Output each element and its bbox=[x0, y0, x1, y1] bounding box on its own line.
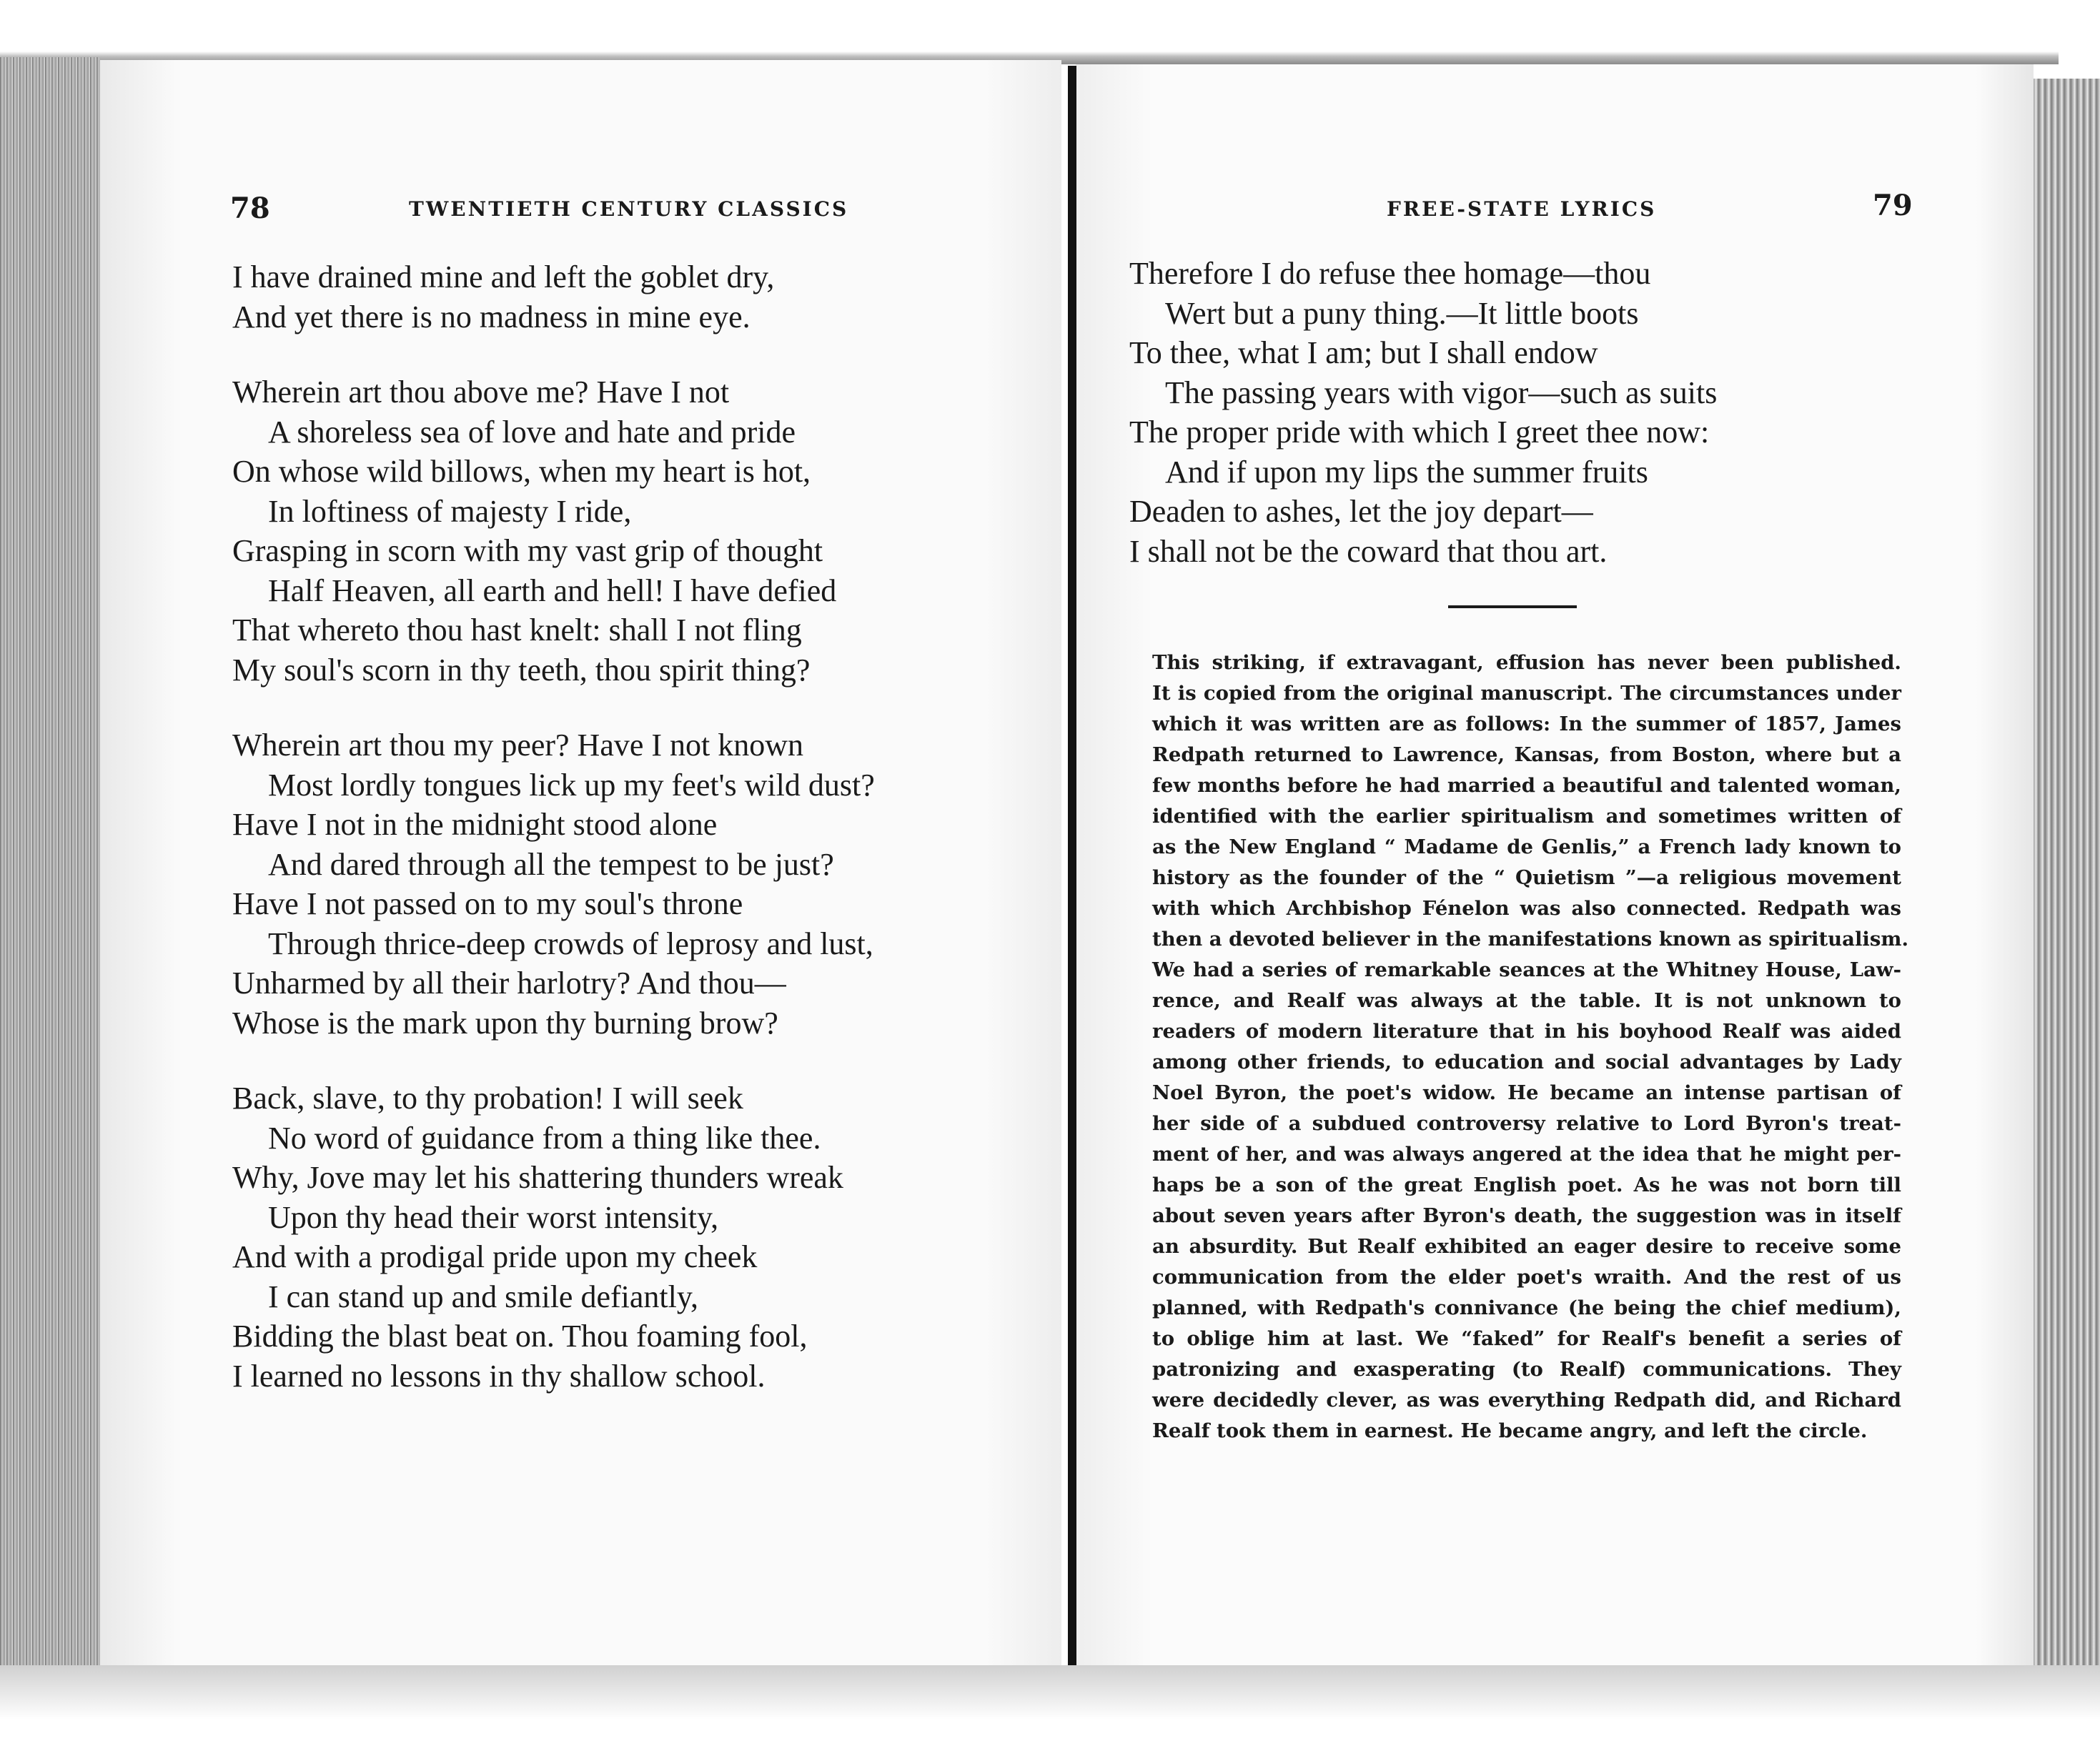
poem-line: Therefore I do refuse thee homage—thou bbox=[1129, 256, 1651, 291]
note-line: were decidedly clever, as was everything Redpath did, and Richard bbox=[1152, 1389, 1901, 1412]
poem-line: Bidding the blast beat on. Thou foaming fool, bbox=[232, 1319, 808, 1354]
note-line: history as the founder of the “ Quietism ”—a religious movement bbox=[1152, 866, 1901, 889]
right-running-title: FREE-STATE LYRICS bbox=[1387, 197, 1657, 221]
poem-line: In loftiness of majesty I ride, bbox=[268, 493, 632, 529]
poem-line: And yet there is no madness in mine eye. bbox=[232, 299, 751, 334]
note-line: an absurdity. But Realf exhibited an eager desire to receive some bbox=[1152, 1235, 1901, 1258]
poem-line: I have drained mine and left the goblet dry, bbox=[232, 259, 775, 294]
note-line: which it was written are as follows: In the summer of 1857, James bbox=[1152, 713, 1901, 735]
note-line: This striking, if extravagant, effusion has never been published. bbox=[1152, 651, 1901, 674]
note-line: rence, and Realf was always at the table. It is not unknown to bbox=[1152, 989, 1901, 1012]
stanza bbox=[1129, 254, 1717, 571]
note-line: among other friends, to education and social advantages by Lady bbox=[1152, 1051, 1901, 1073]
poem-line: On whose wild billows, when my heart is hot, bbox=[232, 454, 811, 489]
stanza bbox=[232, 372, 875, 690]
scan-bottom-margin bbox=[0, 1665, 2100, 1756]
poem-line: Most lordly tongues lick up my feet's wild dust? bbox=[268, 767, 875, 803]
note-line: identified with the earlier spiritualism and sometimes written of bbox=[1152, 805, 1901, 828]
poem-line: Grasping in scorn with my vast grip of thought bbox=[232, 533, 823, 568]
note-line: It is copied from the original manuscript. The circumstances under bbox=[1152, 682, 1901, 705]
stanza-gap bbox=[232, 1043, 875, 1078]
editorial-note bbox=[1152, 648, 1909, 1447]
poem-line: Through thrice-deep crowds of leprosy and lust, bbox=[268, 926, 873, 961]
poem-line: I can stand up and smile defiantly, bbox=[268, 1279, 698, 1314]
poem-line: The proper pride with which I greet thee now: bbox=[1129, 415, 1710, 450]
note-line: ment of her, and was always angered at the idea that he might per- bbox=[1152, 1143, 1901, 1166]
note-line: communication from the elder poet's wraith. And the rest of us bbox=[1152, 1266, 1901, 1289]
note-line: then a devoted believer in the manifestations known as spiritualism. bbox=[1152, 928, 1909, 951]
stanza-gap bbox=[232, 690, 875, 725]
stanza-gap bbox=[232, 337, 875, 372]
note-line: haps be a son of the great English poet. As he was not born till bbox=[1152, 1174, 1901, 1196]
poem-line: Have I not in the midnight stood alone bbox=[232, 807, 718, 842]
note-line: Realf took them in earnest. He became angry, and left the circle. bbox=[1152, 1419, 1868, 1442]
note-line: Redpath returned to Lawrence, Kansas, from Boston, where but a bbox=[1152, 743, 1901, 766]
poem-line: I learned no lessons in thy shallow school. bbox=[232, 1358, 766, 1394]
note-line: patronizing and exasperating (to Realf) communications. They bbox=[1152, 1358, 1901, 1381]
stanza bbox=[232, 725, 875, 1043]
note-line: her side of a subdued controversy relative to Lord Byron's treat- bbox=[1152, 1112, 1901, 1135]
right-poem bbox=[1129, 254, 1717, 571]
poem-line: Why, Jove may let his shattering thunders wreak bbox=[232, 1160, 843, 1195]
note-line: readers of modern literature that in his boyhood Realf was aided bbox=[1152, 1020, 1901, 1043]
poem-line: Whose is the mark upon thy burning brow? bbox=[232, 1005, 778, 1041]
poem-line: To thee, what I am; but I shall endow bbox=[1129, 335, 1598, 370]
poem-line: That whereto thou hast knelt: shall I not fling bbox=[232, 612, 802, 648]
poem-line: No word of guidance from a thing like thee. bbox=[268, 1120, 821, 1156]
book-gutter bbox=[1068, 66, 1076, 1674]
stanza bbox=[232, 1078, 875, 1396]
poem-line: The passing years with vigor—such as suits bbox=[1165, 374, 1718, 410]
note-line: We had a series of remarkable seances at the Whitney House, Law- bbox=[1152, 958, 1901, 981]
right-page-number: 79 bbox=[1873, 189, 1913, 222]
note-line: to oblige him at last. We “faked” for Realf's benefit a series of bbox=[1152, 1327, 1901, 1350]
note-line: with which Archbishop Fénelon was also connected. Redpath was bbox=[1152, 897, 1901, 920]
note-line: as the New England “ Madame de Genlis,” a French lady known to bbox=[1152, 835, 1901, 858]
poem-line: Wert but a puny thing.—It little boots bbox=[1165, 295, 1639, 331]
left-page-number: 78 bbox=[230, 192, 270, 225]
note-line: about seven years after Byron's death, the suggestion was in itself bbox=[1152, 1204, 1901, 1227]
poem-line: Back, slave, to thy probation! I will seek bbox=[232, 1081, 743, 1116]
poem-line: Unharmed by all their harlotry? And thou— bbox=[232, 966, 786, 1001]
note-line: few months before he had married a beautiful and talented woman, bbox=[1152, 774, 1901, 797]
poem-line: A shoreless sea of love and hate and pride bbox=[268, 414, 796, 450]
section-divider-rule bbox=[1448, 605, 1577, 608]
left-poem bbox=[232, 257, 875, 1396]
poem-line: And dared through all the tempest to be just? bbox=[268, 846, 834, 882]
poem-line: Deaden to ashes, let the joy depart— bbox=[1129, 494, 1593, 529]
poem-line: Upon thy head their worst intensity, bbox=[268, 1199, 719, 1235]
left-page-edges bbox=[0, 57, 100, 1680]
poem-line: My soul's scorn in thy teeth, thou spirit thing? bbox=[232, 652, 811, 688]
poem-line: Wherein art thou above me? Have I not bbox=[232, 374, 730, 410]
stanza bbox=[232, 257, 875, 337]
left-running-title: TWENTIETH CENTURY CLASSICS bbox=[409, 197, 849, 221]
poem-line: I shall not be the coward that thou art. bbox=[1129, 533, 1608, 569]
poem-line: Have I not passed on to my soul's throne bbox=[232, 886, 743, 921]
right-page-edges bbox=[2030, 79, 2100, 1687]
poem-line: Half Heaven, all earth and hell! I have defied bbox=[268, 572, 837, 608]
note-line: Noel Byron, the poet's widow. He became an intense partisan of bbox=[1152, 1081, 1901, 1104]
poem-line: Wherein art thou my peer? Have I not known bbox=[232, 728, 804, 763]
poem-line: And if upon my lips the summer fruits bbox=[1165, 454, 1648, 490]
note-line: planned, with Redpath's connivance (he being the chief medium), bbox=[1152, 1296, 1901, 1319]
poem-line: And with a prodigal pride upon my cheek bbox=[232, 1239, 758, 1274]
